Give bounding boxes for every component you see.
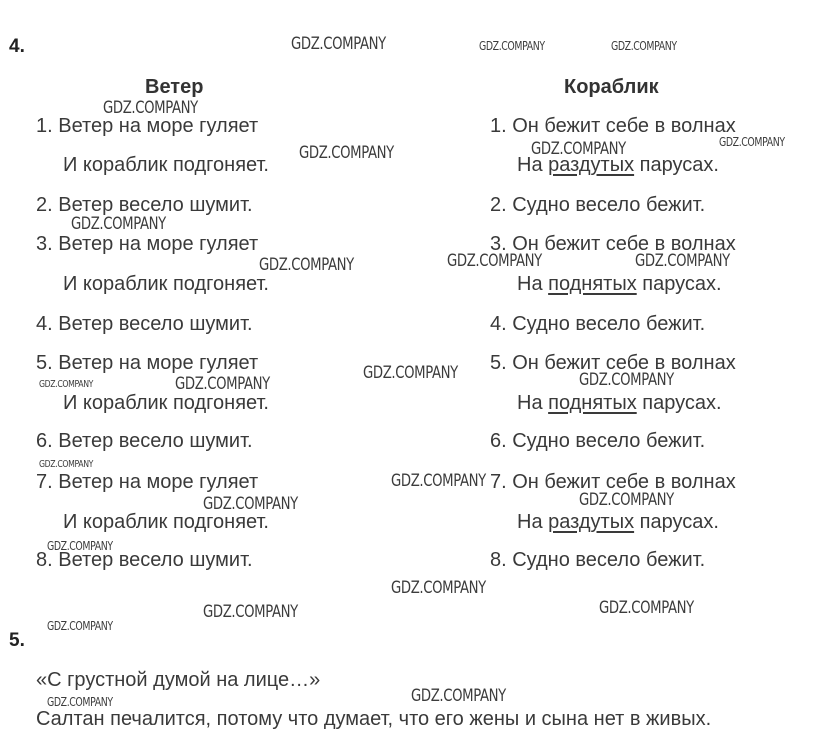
right-line-6: 4. Судно весело бежит. <box>490 313 706 335</box>
watermark: GDZ.COMPANY <box>391 471 486 491</box>
watermark: GDZ.COMPANY <box>39 459 94 470</box>
left-line-3: 2. Ветер весело шумит. <box>36 194 253 216</box>
watermark: GDZ.COMPANY <box>531 139 626 159</box>
right-line-7: 5. Он бежит себе в волнах <box>490 352 736 374</box>
right-column-heading: Кораблик <box>564 76 659 98</box>
left-line-7: 5. Ветер на море гуляет <box>36 352 259 374</box>
left-line-9: 6. Ветер весело шумит. <box>36 430 253 452</box>
left-line-4: 3. Ветер на море гуляет <box>36 233 259 255</box>
watermark: GDZ.COMPANY <box>299 143 394 163</box>
left-line-2: И кораблик подгоняет. <box>63 154 269 176</box>
task-5-quote: «С грустной думой на лице…» <box>36 669 321 691</box>
watermark: GDZ.COMPANY <box>579 490 674 510</box>
right-line-4: 3. Он бежит себе в волнах <box>490 233 736 255</box>
left-line-5: И кораблик подгоняет. <box>63 273 269 295</box>
task-5-number: 5. <box>9 630 25 651</box>
task-5-answer: Салтан печалится, потому что думает, что его жены и сына нет в живых. <box>36 708 712 730</box>
task-4-number: 4. <box>9 36 25 57</box>
watermark: GDZ.COMPANY <box>103 98 198 118</box>
watermark: GDZ.COMPANY <box>599 598 694 618</box>
right-line-5: На поднятых парусах. <box>517 273 722 295</box>
right-line-3: 2. Судно весело бежит. <box>490 194 706 216</box>
left-line-8: И кораблик подгоняет. <box>63 392 269 414</box>
left-line-11: И кораблик подгоняет. <box>63 511 269 533</box>
watermark: GDZ.COMPANY <box>479 39 545 53</box>
watermark: GDZ.COMPANY <box>259 255 354 275</box>
watermark: GDZ.COMPANY <box>391 578 486 598</box>
watermark: GDZ.COMPANY <box>447 251 542 271</box>
watermark: GDZ.COMPANY <box>47 695 113 709</box>
right-line-10: 7. Он бежит себе в волнах <box>490 471 736 493</box>
watermark: GDZ.COMPANY <box>719 135 785 149</box>
watermark: GDZ.COMPANY <box>291 34 386 54</box>
left-line-10: 7. Ветер на море гуляет <box>36 471 259 493</box>
right-line-2: На раздутых парусах. <box>517 154 719 176</box>
watermark: GDZ.COMPANY <box>203 494 298 514</box>
underlined-word: раздутых <box>548 154 635 176</box>
right-line-12: 8. Судно весело бежит. <box>490 549 706 571</box>
underlined-word: поднятых <box>548 273 637 295</box>
right-line-1: 1. Он бежит себе в волнах <box>490 115 736 137</box>
watermark: GDZ.COMPANY <box>363 363 458 383</box>
watermark: GDZ.COMPANY <box>635 251 730 271</box>
watermark: GDZ.COMPANY <box>39 379 94 390</box>
left-line-1: 1. Ветер на море гуляет <box>36 115 259 137</box>
underlined-word: раздутых <box>548 511 635 533</box>
watermark: GDZ.COMPANY <box>579 370 674 390</box>
watermark: GDZ.COMPANY <box>611 39 677 53</box>
watermark: GDZ.COMPANY <box>47 619 113 633</box>
right-line-11: На раздутых парусах. <box>517 511 719 533</box>
watermark: GDZ.COMPANY <box>203 602 298 622</box>
right-line-8: На поднятых парусах. <box>517 392 722 414</box>
left-line-12: 8. Ветер весело шумит. <box>36 549 253 571</box>
watermark: GDZ.COMPANY <box>71 214 166 234</box>
underlined-word: поднятых <box>548 392 637 414</box>
watermark: GDZ.COMPANY <box>411 686 506 706</box>
left-line-6: 4. Ветер весело шумит. <box>36 313 253 335</box>
watermark: GDZ.COMPANY <box>47 539 113 553</box>
watermark: GDZ.COMPANY <box>175 374 270 394</box>
left-column-heading: Ветер <box>145 76 204 98</box>
right-line-9: 6. Судно весело бежит. <box>490 430 706 452</box>
